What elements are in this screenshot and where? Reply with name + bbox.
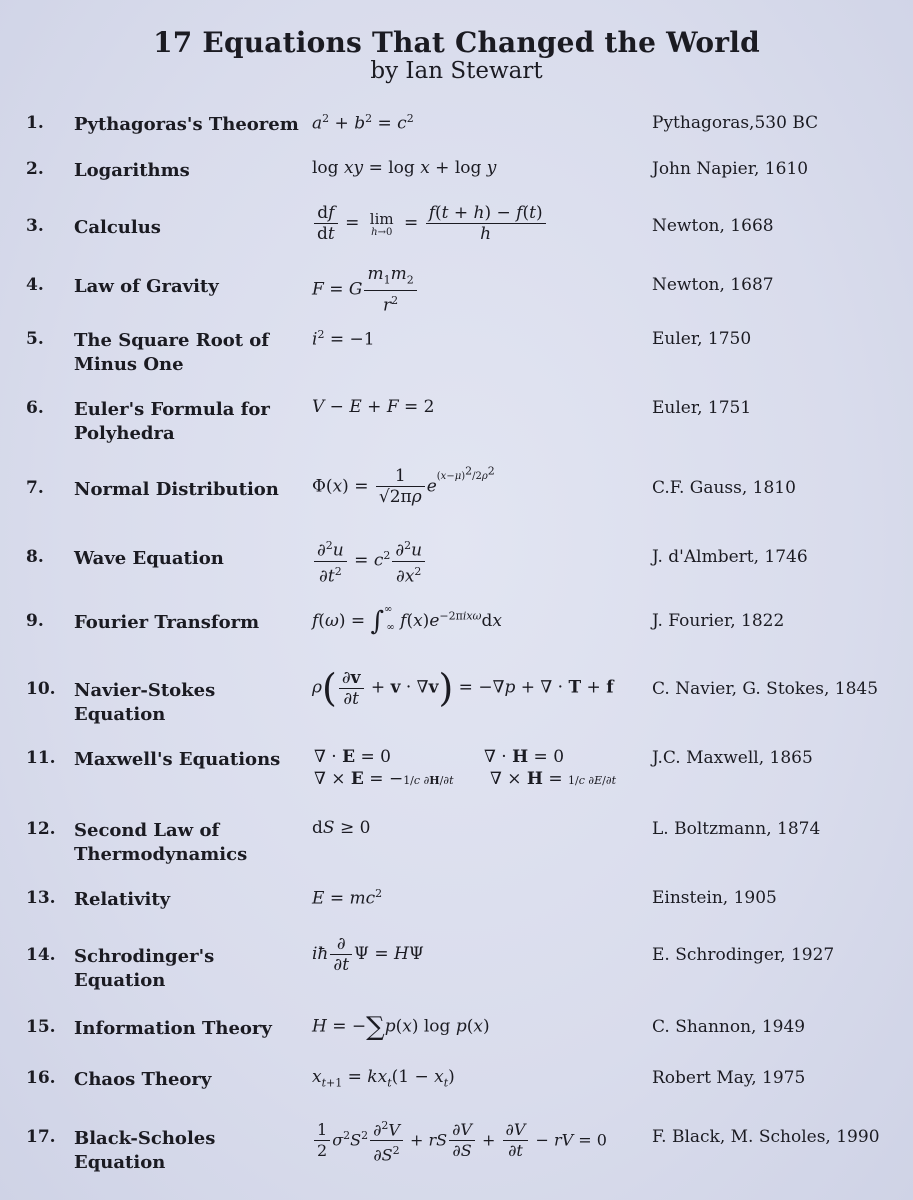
equation-attribution: C. Navier, G. Stokes, 1845 <box>652 679 879 699</box>
equation-attribution: John Napier, 1610 <box>652 159 809 179</box>
equation-attribution: Robert May, 1975 <box>652 1068 806 1088</box>
equation-attribution: J. Fourier, 1822 <box>652 611 785 631</box>
equation-attribution: Euler, 1751 <box>652 398 752 418</box>
equation-attribution: F. Black, M. Scholes, 1990 <box>652 1127 880 1147</box>
equation-name: Chaos Theory <box>74 1069 212 1090</box>
equation-formula: ∇ · H = 0 <box>484 747 565 767</box>
equation-formula: ρ( $\frac{\partial v}{\partial t}$ + v · ∇v) = −∇p + ∇ · T + f <box>312 666 614 710</box>
page-title: 17 Equations That Changed the World <box>153 26 760 59</box>
equation-row <box>0 818 913 865</box>
equation-formula: iħ $\frac{\partial}{\partial t}$ Ψ = HΨ <box>312 934 424 975</box>
row-number: 9. <box>26 611 44 631</box>
equation-row <box>0 203 913 244</box>
row-number: 5. <box>26 329 44 349</box>
page-subtitle: by Ian Stewart <box>370 58 543 84</box>
row-number: 10. <box>26 679 56 699</box>
equation-name: Relativity <box>74 889 171 910</box>
equation-formula: $\frac{1}{2}$ $\sigma^2S^2$ $\frac{\partial^2V}{\partial S^2}$ + rS $\frac{\partial V}{\partial S}$ + $\frac{\partial V}{\partial t}$ − rV = 0 <box>312 1116 607 1166</box>
equation-name: Black-Scholes Equation <box>74 1128 216 1173</box>
equation-attribution: Euler, 1750 <box>652 329 752 349</box>
row-number: 12. <box>26 819 56 839</box>
equation-name: Pythagoras's Theorem <box>74 114 299 135</box>
equation-name: Normal Distribution <box>74 479 279 500</box>
equation-row <box>0 158 913 181</box>
equation-row <box>0 1119 913 1173</box>
row-number: 7. <box>26 478 44 498</box>
equation-row <box>0 887 913 910</box>
equation-row <box>0 934 913 991</box>
equation-formula: $\frac{df}{dt}$ = lim h→0 = $\frac{f(t + h) - f(t)}{h}$ <box>312 203 548 244</box>
row-number: 2. <box>26 159 44 179</box>
equation-formula: Φ(x) = $\frac{1}{√2\pi\rho}$ $e^{(x-\mu)^2/2\rho^2}$ <box>312 465 495 508</box>
equation-row <box>0 465 913 508</box>
equation-formula: $x_{t+1} = kx_t(1 - x_t)$ <box>312 1067 455 1090</box>
equation-name: Logarithms <box>74 160 190 181</box>
equation-name: Fourier Transform <box>74 612 260 633</box>
row-number: 6. <box>26 398 44 418</box>
equation-name: Schrodinger's Equation <box>74 946 215 991</box>
equation-formula: $a^2 + b^2 = c^2$ <box>312 112 414 134</box>
equation-row <box>0 539 913 587</box>
equation-formula: dS ≥ 0 <box>312 818 371 838</box>
row-number: 13. <box>26 888 56 908</box>
equation-row <box>0 397 913 444</box>
row-number: 8. <box>26 547 44 567</box>
equation-formula: ∇ × E = −1/c ∂H/∂t <box>314 769 454 789</box>
equation-formula: V − E + F = 2 <box>312 397 435 417</box>
equation-row <box>0 328 913 375</box>
equation-name: The Square Root of Minus One <box>74 330 270 375</box>
equation-attribution: Newton, 1668 <box>652 216 774 236</box>
equation-formula: $\frac{\partial^2u}{\partial t^2}$ = $c^2$ $\frac{\partial^2u}{\partial x^2}$ <box>312 536 427 586</box>
equation-attribution: Newton, 1687 <box>652 275 774 295</box>
equation-attribution: Einstein, 1905 <box>652 888 777 908</box>
equation-row <box>0 112 913 135</box>
equation-formula: ∇ · E = 0 <box>314 747 391 767</box>
row-number: 15. <box>26 1017 56 1037</box>
equation-attribution: E. Schrodinger, 1927 <box>652 945 835 965</box>
equation-formula: ∇ × H = 1/c ∂E/∂t <box>490 769 616 789</box>
equation-attribution: J.C. Maxwell, 1865 <box>652 748 813 768</box>
equation-formula: F = G $\frac{m_1m_2}{r^2}$ <box>312 264 419 316</box>
row-number: 11. <box>26 748 56 768</box>
equation-name: Maxwell's Equations <box>74 749 281 770</box>
row-number: 16. <box>26 1068 56 1088</box>
equation-formula: $f(\omega) = \int^\infty_\infty$ $f(x)e^{-2\pi ix\omega}dx$ <box>312 604 503 637</box>
equation-name: Wave Equation <box>74 548 224 569</box>
equation-row <box>0 666 913 725</box>
equation-row <box>0 604 913 637</box>
equation-formula: H = −∑p(x) log p(x) <box>312 1012 490 1042</box>
equation-name: Calculus <box>74 217 161 238</box>
equation-name: Euler's Formula for Polyhedra <box>74 399 270 444</box>
equation-attribution: L. Boltzmann, 1874 <box>652 819 821 839</box>
equation-name: Navier-Stokes Equation <box>74 680 216 725</box>
equation-attribution: C. Shannon, 1949 <box>652 1017 806 1037</box>
equation-formula: log xy = log x + log y <box>312 158 497 178</box>
row-number: 4. <box>26 275 44 295</box>
equation-attribution: C.F. Gauss, 1810 <box>652 478 796 498</box>
equation-name: Law of Gravity <box>74 276 219 297</box>
equation-row <box>0 1012 913 1042</box>
equation-attribution: Pythagoras,530 BC <box>652 113 819 133</box>
row-number: 14. <box>26 945 56 965</box>
equation-row <box>0 1067 913 1090</box>
equation-row <box>0 747 913 789</box>
equation-name: Information Theory <box>74 1018 272 1039</box>
equation-formula: $E = mc^2$ <box>312 887 383 909</box>
row-number: 3. <box>26 216 44 236</box>
equation-attribution: J. d'Almbert, 1746 <box>652 547 808 567</box>
equation-row <box>0 264 913 317</box>
row-number: 17. <box>26 1127 56 1147</box>
equation-name: Second Law of Thermodynamics <box>74 820 248 865</box>
row-number: 1. <box>26 113 44 133</box>
equation-formula: $i^2 = -1$ <box>312 328 375 350</box>
